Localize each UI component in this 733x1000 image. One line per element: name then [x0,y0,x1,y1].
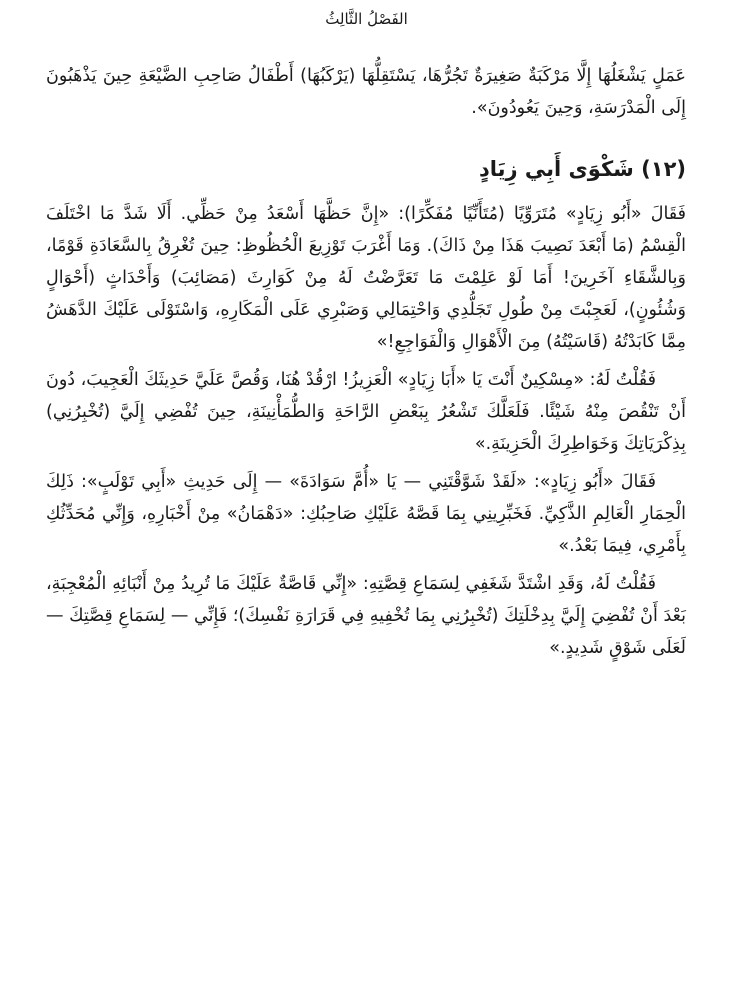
paragraph-3: فَقَالَ «أَبُو زِيَادٍ»: «لَقَدْ شَوَّقْتَنِي — يَا «أُمَّ سَوَادَةَ» — إِلَى حَدِيثِ «أَبِي تَوْلَبٍ»: ذَلِكَ الْحِمَارِ الْعَالِمِ الذَّكِيِّ. فَخَبِّرِينِي بِمَا قَصَّهُ عَلَيْكِ صَاحِبُكِ: «دَهْمَانُ» مِنْ أَخْبَارِهِ، وَإِنِّي مُحَدِّثُكِ بِأَمْرِي، فِيمَا بَعْدُ.» [46,472,686,556]
paragraph-2: فَقُلْتُ لَهُ: «مِسْكِينٌ أَنْتَ يَا «أَبَا زِيَادٍ» الْعَزِيزُ! ارْقُدْ هُنَا، وَقُصَّ عَلَيَّ حَدِيثَكَ الْعَجِيبَ، دُونَ أَنْ تَنْقُصَ مِنْهُ شَيْئًا. فَلَعَلَّكَ تَشْعُرُ بِبَعْضِ الرَّاحَةِ وَالطُّمَأْنِينَةِ، حِينَ تُفْضِي إِلَيَّ (تُخْبِرُنِي) بِذِكْرَيَاتِكَ وَخَوَاطِرِكَ الْحَزِينَةِ.» [46,370,686,454]
page-body [46,60,686,664]
intro-paragraph: عَمَلٍ يَشْغَلُهَا إِلَّا مَرْكَبَةٌ صَغِيرَةٌ تَجُرُّهَا، يَسْتَقِلُّهَا (يَرْكَبُهَا) أَطْفَالُ صَاحِبِ الضَّيْعَةِ حِينَ يَذْهَبُونَ إِلَى الْمَدْرَسَةِ، وَحِينَ يَعُودُونَ». [46,66,686,118]
chapter-title: الفَصْلُ الثَّالِثُ [325,10,408,28]
section-heading: (١٢) شَكْوَى أَبِي زِيَادٍ [478,157,686,181]
paragraph-4: فَقُلْتُ لَهُ، وَقَدِ اشْتَدَّ شَغَفِي لِسَمَاعِ قِصَّتِهِ: «إِنِّي قَاصَّةٌ عَلَيْكَ مَا تُرِيدُ مِنْ أَنْبَائِهِ الْمُعْجِبَةِ، بَعْدَ أَنْ تُفْضِيَ إِلَيَّ بِدِخْلَتِكَ (تُخْبِرُنِي بِمَا تُخْفِيهِ فِي قَرَارَةِ نَفْسِكَ)؛ فَإِنِّي — لِسَمَاعِ قِصَّتِكَ — لَعَلَى شَوْقٍ شَدِيدٍ.» [46,574,686,658]
paragraph-1: فَقَالَ «أَبُو زِيَادٍ» مُتَرَوِّيًا (مُتَأَنِّيًا مُفَكِّرًا): «إِنَّ حَظَّهَا أَسْعَدُ مِنْ حَظِّي. أَلَا شَدَّ مَا اخْتَلَفَ الْقِسْمُ (مَا أَبْعَدَ نَصِيبَ هَذَا مِنْ ذَاكَ). وَمَا أَغْرَبَ تَوْزِيعَ الْحُظُوظِ: حِينَ تُغْرِقُ بِالسَّعَادَةِ قَوْمًا، وَبِالشَّقَاءِ آخَرِينَ! أَمَا لَوْ عَلِمْتَ مَا تَعَرَّضْتُ لَهُ مِنْ كَوَارِثَ (مَصَائِبَ) وَأَحْدَاثٍ (أَحْوَالٍ وَشُئُونٍ)، لَعَجِبْتَ مِنْ طُولِ تَجَلُّدِي وَاحْتِمَالِي وَصَبْرِي عَلَى الْمَكَارِهِ، وَاسْتَوْلَى عَلَيْكَ الدَّهَشُ مِمَّا كَابَدْتُهُ (قَاسَيْتُهُ) مِنَ الْأَهْوَالِ وَالْفَوَاجِعِ!» [46,204,686,352]
